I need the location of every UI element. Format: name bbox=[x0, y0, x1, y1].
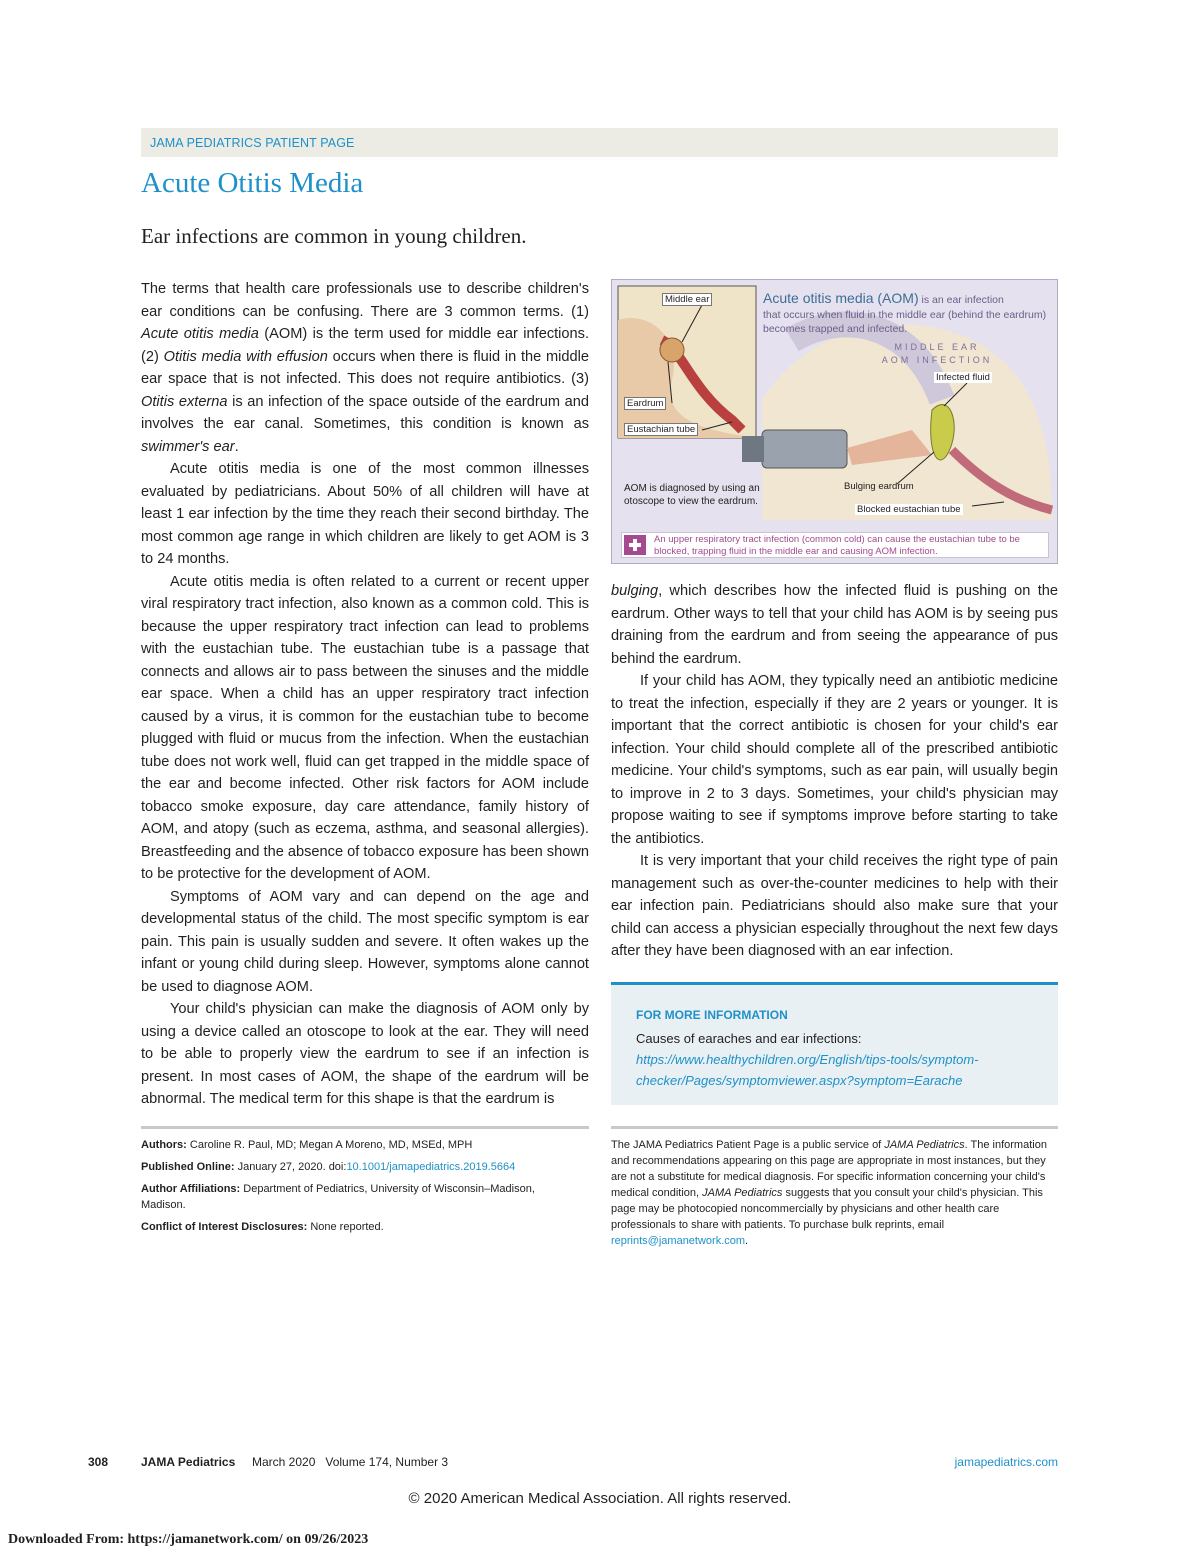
page-number: 308 bbox=[88, 1455, 109, 1469]
journal-site-link[interactable]: jamapediatrics.com bbox=[954, 1455, 1058, 1469]
paragraph-prevalence: Acute otitis media is one of the most common illnesses evaluated by pediatricians. About 50% of all children will have at least 1 ear infection by the time they reach their second birthday. The most common age range in which children are likely to get AOM is 3 to 24 months. bbox=[141, 461, 589, 567]
right-column bbox=[611, 580, 1058, 963]
doi-link[interactable]: 10.1001/jamapediatrics.2019.5664 bbox=[346, 1161, 516, 1173]
reprints-email-link[interactable]: reprints@jamanetwork.com bbox=[611, 1235, 746, 1247]
author-affiliations: Author Affiliations: Department of Pediatrics, University of Wisconsin–Madison, Madison. bbox=[141, 1183, 535, 1211]
footer-divider-right bbox=[611, 1126, 1058, 1129]
more-info-heading: FOR MORE INFORMATION bbox=[636, 1008, 788, 1022]
figure-caps-line2: AOM INFECTION bbox=[881, 355, 993, 365]
label-blocked-eustachian: Blocked eustachian tube bbox=[857, 504, 961, 515]
ear-illustration bbox=[611, 279, 1058, 564]
issue-info: March 2020 Volume 174, Number 3 bbox=[252, 1455, 449, 1469]
more-info-line: Causes of earaches and ear infections: bbox=[636, 1031, 862, 1046]
label-bulging-eardrum: Bulging eardrum bbox=[844, 481, 914, 492]
paragraph-bulging: bulging, which describes how the infected fluid is pushing on the eardrum. Other ways to tell that your child has AOM is by seeing pus draining from the eardrum and from seeing the appearance of pus behind the eardrum. bbox=[611, 583, 1058, 667]
figure-description: that occurs when fluid in the middle ear (behind the eardrum) becomes trapped and infected. bbox=[763, 309, 1047, 335]
patient-page-disclaimer: The JAMA Pediatrics Patient Page is a public service of JAMA Pediatrics. The information and recommendations appearing on this page are appropriate in most instances, but they are not a substitute for medical diagnosis. For specific information concerning your child's medical condition, JAMA Pediatrics suggests that you consult your child's physician. This page may be photocopied noncommercially by physicians and other health care professionals to share with patients. To purchase bulk reprints, email reprints@jamanetwork.com. bbox=[611, 1139, 1047, 1247]
figure-title: Acute otitis media (AOM) bbox=[763, 290, 919, 306]
plus-icon bbox=[624, 535, 646, 555]
label-middle-ear: Middle ear bbox=[662, 293, 712, 306]
paragraph-diagnosis: Your child's physician can make the diagnosis of AOM only by using a device called an otoscope to look at the ear. They will need to be able to properly view the eardrum to see if an infection is present. In most cases of AOM, the shape of the eardrum will be abnormal. The medical term for this shape is that the eardrum is bbox=[141, 1001, 589, 1107]
page-subtitle: Ear infections are common in young children. bbox=[141, 224, 527, 248]
footer-divider-left bbox=[141, 1126, 589, 1129]
figure-caption-bar bbox=[621, 532, 1049, 558]
paragraph-causes: Acute otitis media is often related to a current or recent upper viral respiratory tract infection, also known as a common cold. This is because the upper respiratory tract infection can lead to problems with the eustachian tube. The eustachian tube is a passage that connects and allows air to pass between the sinuses and the middle ear space. When a child has an upper respiratory tract infection caused by a virus, it is common for the eustachian tube to become plugged with fluid or mucus from the infection. When the eustachian tube does not work well, fluid can get trapped in the middle space of the ear and become infected. Other risk factors for AOM include tobacco smoke exposure, day care attendance, family history of AOM, and atopy (such as eczema, asthma, and seasonal allergies). Breastfeeding and the absence of tobacco exposure has been shown to be protective for the development of AOM. bbox=[141, 573, 589, 882]
left-column bbox=[141, 278, 589, 1111]
label-otoscope: AOM is diagnosed by using an otoscope to view the eardrum. bbox=[624, 483, 760, 507]
more-info-link-line1[interactable]: https://www.healthychildren.org/English/tips-tools/symptom- bbox=[636, 1052, 979, 1067]
copyright-notice: © 2020 American Medical Association. All rights reserved. bbox=[408, 1490, 792, 1507]
journal-name: JAMA Pediatrics bbox=[141, 1455, 236, 1469]
paragraph-pain-management: It is very important that your child receives the right type of pain management such as over-the-counter medicines to help with their ear infection pain. Pediatricians should also make sure that your child can access a physician especially throughout the next few days after they have been diagnosed with an ear infection. bbox=[611, 853, 1058, 959]
page-title: Acute Otitis Media bbox=[141, 167, 364, 199]
label-infected-fluid: Infected fluid bbox=[936, 372, 990, 383]
figure-caps-line1: MIDDLE EAR bbox=[894, 342, 980, 352]
figure-heading bbox=[763, 290, 1055, 336]
author-info bbox=[141, 1137, 571, 1241]
paragraph-treatment: If your child has AOM, they typically need an antibiotic medicine to treat the infection, especially if they are 2 years or younger. It is important that the correct antibiotic is chosen for your child's ear infection. Your child should complete all of the prescribed antibiotic medicine. Your child's symptoms, such as ear pain, will usually begin to improve in 2 to 3 days. Sometimes, your child's physician may propose waiting to see if symptoms improve before starting to take the antibiotics. bbox=[611, 673, 1058, 847]
more-info-box bbox=[611, 982, 1058, 1105]
authors: Authors: Caroline R. Paul, MD; Megan A Moreno, MD, MSEd, MPH bbox=[141, 1139, 473, 1151]
paragraph-symptoms: Symptoms of AOM vary and can depend on the age and developmental status of the child. The most specific symptom is ear pain. This pain is usually sudden and severe. It often wakes up the infant or young child during sleep. However, symptoms alone cannot be used to diagnose AOM. bbox=[141, 888, 589, 995]
label-eardrum: Eardrum bbox=[624, 397, 666, 410]
download-stamp: Downloaded From: https://jamanetwork.com/ on 09/26/2023 bbox=[8, 1532, 369, 1547]
figure-title-rest: is an ear infection bbox=[918, 294, 1004, 306]
figure-caption-text: An upper respiratory tract infection (common cold) can cause the eustachian tube to be blocked, trapping fluid in the middle ear and causing AOM infection. bbox=[654, 534, 1020, 557]
label-eustachian-tube: Eustachian tube bbox=[624, 423, 698, 436]
published-online: Published Online: January 27, 2020. doi:10.1001/jamapediatrics.2019.5664 bbox=[141, 1161, 516, 1173]
paragraph-terms: The terms that health care professionals use to describe children's ear conditions can be confusing. There are 3 common terms. (1) Acute otitis media (AOM) is the term used for middle ear infections. (2) Otitis media with effusion occurs when there is fluid in the middle ear space that is not infected. This does not require antibiotics. (3) Otitis externa is an infection of the space outside of the eardrum and involves the ear canal. Sometimes, this condition is known as swimmer's ear. bbox=[141, 281, 589, 455]
conflict-disclosures: Conflict of Interest Disclosures: None reported. bbox=[141, 1221, 384, 1233]
section-label: JAMA PEDIATRICS PATIENT PAGE bbox=[150, 136, 355, 150]
more-info-link-line2[interactable]: checker/Pages/symptomviewer.aspx?symptom=Earache bbox=[636, 1073, 963, 1088]
